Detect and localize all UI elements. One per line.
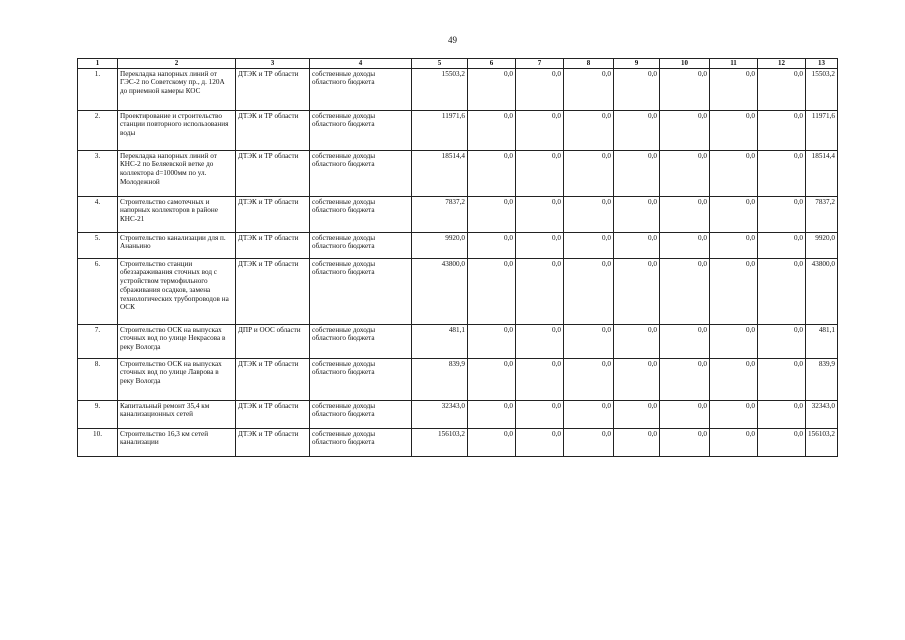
- amount-cell: 0,0: [564, 110, 614, 150]
- funding-source: собственные доходы областного бюджета: [310, 428, 412, 456]
- amount-cell: 0,0: [660, 400, 710, 428]
- responsible-executor: ДПР и ООС области: [236, 324, 310, 358]
- amount-cell: 0,0: [468, 400, 516, 428]
- activity-name: Проектирование и строительство станции повторного использования воды: [118, 110, 236, 150]
- amount-cell: 0,0: [516, 258, 564, 324]
- column-header: 3: [236, 59, 310, 69]
- amount-cell: 0,0: [468, 358, 516, 400]
- amount-cell: 0,0: [710, 68, 758, 110]
- funding-source: собственные доходы областного бюджета: [310, 110, 412, 150]
- amount-cell: 0,0: [710, 428, 758, 456]
- amount-cell: 0,0: [564, 68, 614, 110]
- amount-cell: 0,0: [614, 110, 660, 150]
- amount-cell: 0,0: [758, 400, 806, 428]
- amount-cell: 0,0: [710, 400, 758, 428]
- amount-cell: 839,9: [412, 358, 468, 400]
- amount-cell: 0,0: [516, 324, 564, 358]
- activity-name: Перекладка напорных линий от КНС-2 по Беляевской ветке до коллектора d=1000мм по ул. Молодежной: [118, 150, 236, 196]
- amount-cell: 0,0: [564, 428, 614, 456]
- amount-cell: 0,0: [660, 358, 710, 400]
- amount-cell: 0,0: [564, 232, 614, 258]
- amount-cell: 0,0: [468, 68, 516, 110]
- row-number: 2.: [78, 110, 118, 150]
- activity-name: Капитальный ремонт 35,4 км канализационных сетей: [118, 400, 236, 428]
- amount-cell: 481,1: [806, 324, 838, 358]
- amount-cell: 0,0: [468, 150, 516, 196]
- amount-cell: 0,0: [710, 324, 758, 358]
- funding-source: собственные доходы областного бюджета: [310, 324, 412, 358]
- amount-cell: 0,0: [564, 358, 614, 400]
- amount-cell: 7837,2: [806, 196, 838, 232]
- amount-cell: 0,0: [758, 324, 806, 358]
- amount-cell: 0,0: [758, 232, 806, 258]
- responsible-executor: ДТЭК и ТР области: [236, 400, 310, 428]
- amount-cell: 0,0: [758, 150, 806, 196]
- amount-cell: 481,1: [412, 324, 468, 358]
- amount-cell: 0,0: [710, 150, 758, 196]
- column-header: 8: [564, 59, 614, 69]
- table-row: [78, 232, 838, 258]
- amount-cell: 0,0: [758, 196, 806, 232]
- table-row: [78, 324, 838, 358]
- activity-name: Строительство самотечных и напорных коллекторов в районе КНС-21: [118, 196, 236, 232]
- amount-cell: 0,0: [710, 110, 758, 150]
- amount-cell: 32343,0: [412, 400, 468, 428]
- amount-cell: 0,0: [564, 324, 614, 358]
- amount-cell: 9920,0: [412, 232, 468, 258]
- funding-source: собственные доходы областного бюджета: [310, 150, 412, 196]
- amount-cell: 0,0: [516, 150, 564, 196]
- amount-cell: 156103,2: [412, 428, 468, 456]
- amount-cell: 0,0: [660, 150, 710, 196]
- column-header: 11: [710, 59, 758, 69]
- amount-cell: 9920,0: [806, 232, 838, 258]
- column-header: 2: [118, 59, 236, 69]
- amount-cell: 0,0: [468, 324, 516, 358]
- amount-cell: 0,0: [614, 428, 660, 456]
- amount-cell: 0,0: [468, 196, 516, 232]
- page-number: 49: [448, 35, 457, 45]
- amount-cell: 0,0: [468, 232, 516, 258]
- table-row: [78, 110, 838, 150]
- amount-cell: 0,0: [660, 196, 710, 232]
- column-header: 12: [758, 59, 806, 69]
- row-number: 3.: [78, 150, 118, 196]
- column-header: 7: [516, 59, 564, 69]
- row-number: 9.: [78, 400, 118, 428]
- column-header: 9: [614, 59, 660, 69]
- amount-cell: 0,0: [614, 400, 660, 428]
- amount-cell: 0,0: [758, 68, 806, 110]
- amount-cell: 0,0: [614, 150, 660, 196]
- activity-name: Перекладка напорных линий от ГЭС-2 по Советскому пр., д. 120А до приемной камеры КОС: [118, 68, 236, 110]
- funding-source: собственные доходы областного бюджета: [310, 358, 412, 400]
- table-row: [78, 196, 838, 232]
- amount-cell: 18514,4: [412, 150, 468, 196]
- amount-cell: 0,0: [758, 258, 806, 324]
- amount-cell: 7837,2: [412, 196, 468, 232]
- table-body: [78, 68, 838, 456]
- responsible-executor: ДТЭК и ТР области: [236, 196, 310, 232]
- amount-cell: 0,0: [564, 150, 614, 196]
- amount-cell: 0,0: [660, 258, 710, 324]
- amount-cell: 43800,0: [806, 258, 838, 324]
- table-row: [78, 358, 838, 400]
- column-header: 10: [660, 59, 710, 69]
- column-header: 1: [78, 59, 118, 69]
- activity-name: Строительство ОСК на выпусках сточных вод по улице Некрасова в реку Вологда: [118, 324, 236, 358]
- amount-cell: 0,0: [516, 428, 564, 456]
- responsible-executor: ДТЭК и ТР области: [236, 428, 310, 456]
- table-row: [78, 258, 838, 324]
- amount-cell: 11971,6: [806, 110, 838, 150]
- funding-source: собственные доходы областного бюджета: [310, 232, 412, 258]
- amount-cell: 0,0: [660, 232, 710, 258]
- table-row: [78, 68, 838, 110]
- activity-name: Строительство 16,3 км сетей канализации: [118, 428, 236, 456]
- responsible-executor: ДТЭК и ТР области: [236, 150, 310, 196]
- amount-cell: 0,0: [758, 428, 806, 456]
- row-number: 5.: [78, 232, 118, 258]
- amount-cell: 18514,4: [806, 150, 838, 196]
- responsible-executor: ДТЭК и ТР области: [236, 232, 310, 258]
- amount-cell: 0,0: [564, 400, 614, 428]
- amount-cell: 0,0: [516, 110, 564, 150]
- activity-name: Строительство канализации для п. Ананьино: [118, 232, 236, 258]
- funding-source: собственные доходы областного бюджета: [310, 258, 412, 324]
- amount-cell: 0,0: [660, 68, 710, 110]
- table-row: [78, 400, 838, 428]
- amount-cell: 0,0: [614, 232, 660, 258]
- activity-name: Строительство ОСК на выпусках сточных вод по улице Лаврова в реку Вологда: [118, 358, 236, 400]
- column-header: 6: [468, 59, 516, 69]
- amount-cell: 0,0: [564, 196, 614, 232]
- amount-cell: 0,0: [516, 400, 564, 428]
- amount-cell: 0,0: [516, 196, 564, 232]
- amount-cell: 0,0: [468, 110, 516, 150]
- funding-source: собственные доходы областного бюджета: [310, 196, 412, 232]
- amount-cell: 0,0: [710, 358, 758, 400]
- responsible-executor: ДТЭК и ТР области: [236, 68, 310, 110]
- funding-source: собственные доходы областного бюджета: [310, 400, 412, 428]
- funding-source: собственные доходы областного бюджета: [310, 68, 412, 110]
- activity-name: Строительство станции обеззараживания сточных вод с устройством термофильного сбраживания осадков, замена технологических трубопроводов на ОСК: [118, 258, 236, 324]
- amount-cell: 0,0: [516, 358, 564, 400]
- amount-cell: 0,0: [614, 258, 660, 324]
- responsible-executor: ДТЭК и ТР области: [236, 358, 310, 400]
- row-number: 6.: [78, 258, 118, 324]
- amount-cell: 11971,6: [412, 110, 468, 150]
- amount-cell: 32343,0: [806, 400, 838, 428]
- row-number: 7.: [78, 324, 118, 358]
- amount-cell: 0,0: [516, 232, 564, 258]
- amount-cell: 0,0: [468, 258, 516, 324]
- amount-cell: 839,9: [806, 358, 838, 400]
- program-table: [77, 58, 838, 457]
- amount-cell: 0,0: [758, 358, 806, 400]
- amount-cell: 0,0: [710, 232, 758, 258]
- column-header: 4: [310, 59, 412, 69]
- amount-cell: 0,0: [758, 110, 806, 150]
- amount-cell: 0,0: [614, 68, 660, 110]
- header-row: [78, 59, 838, 69]
- row-number: 8.: [78, 358, 118, 400]
- amount-cell: 0,0: [614, 324, 660, 358]
- amount-cell: 0,0: [710, 258, 758, 324]
- amount-cell: 43800,0: [412, 258, 468, 324]
- table-row: [78, 428, 838, 456]
- amount-cell: 15503,2: [806, 68, 838, 110]
- amount-cell: 0,0: [660, 428, 710, 456]
- amount-cell: 0,0: [710, 196, 758, 232]
- amount-cell: 0,0: [516, 68, 564, 110]
- amount-cell: 0,0: [468, 428, 516, 456]
- responsible-executor: ДТЭК и ТР области: [236, 258, 310, 324]
- column-header: 5: [412, 59, 468, 69]
- amount-cell: 156103,2: [806, 428, 838, 456]
- amount-cell: 0,0: [614, 196, 660, 232]
- responsible-executor: ДТЭК и ТР области: [236, 110, 310, 150]
- row-number: 1.: [78, 68, 118, 110]
- table-row: [78, 150, 838, 196]
- amount-cell: 0,0: [660, 324, 710, 358]
- row-number: 10.: [78, 428, 118, 456]
- amount-cell: 0,0: [660, 110, 710, 150]
- column-header: 13: [806, 59, 838, 69]
- amount-cell: 0,0: [564, 258, 614, 324]
- amount-cell: 15503,2: [412, 68, 468, 110]
- row-number: 4.: [78, 196, 118, 232]
- amount-cell: 0,0: [614, 358, 660, 400]
